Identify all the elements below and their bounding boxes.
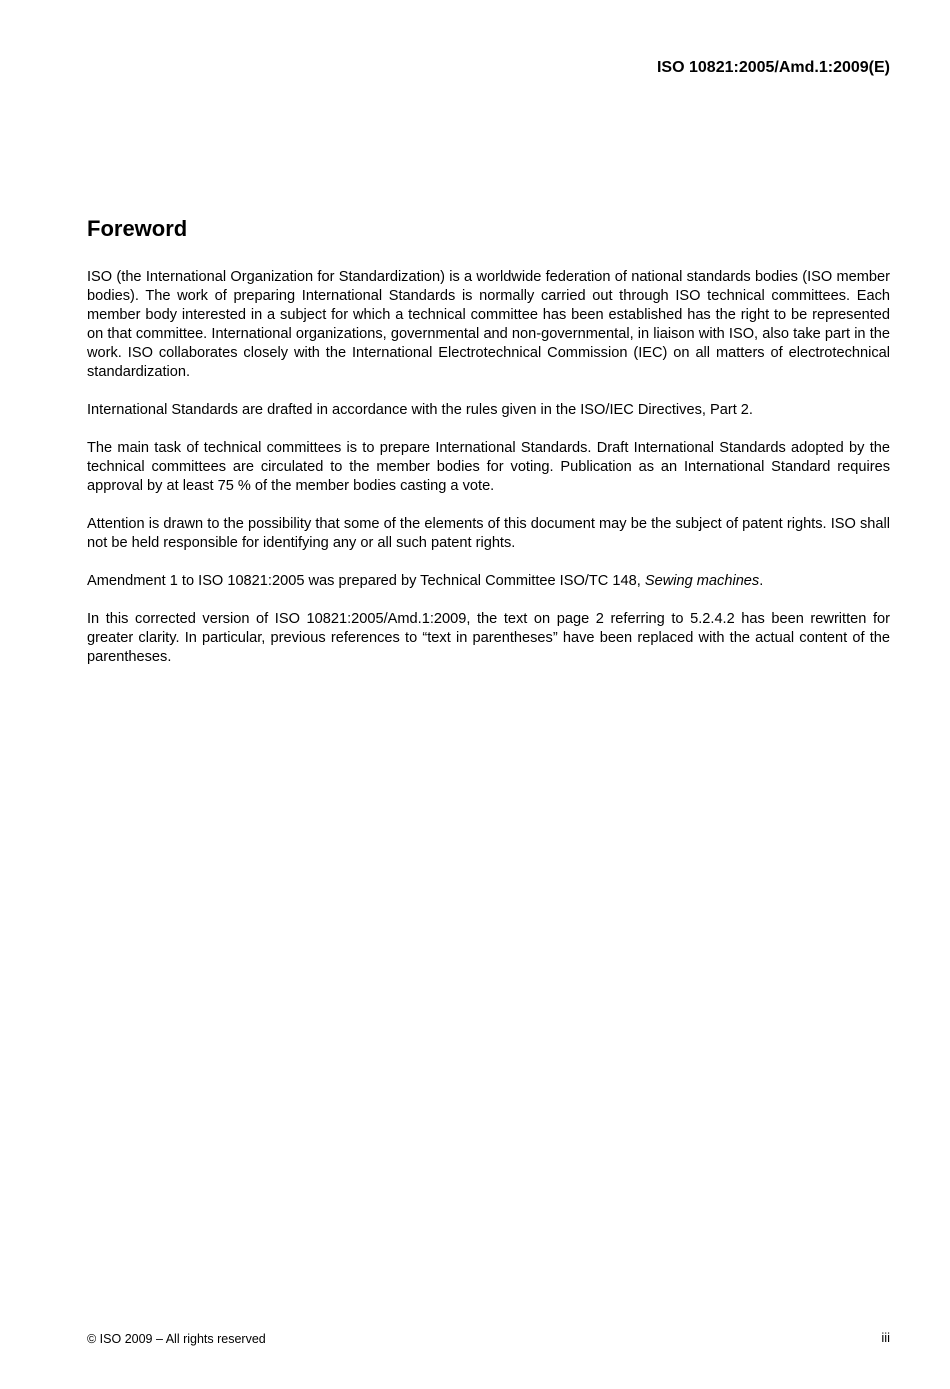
committee-title: Sewing machines [644,573,760,589]
page-number: iii [881,1330,890,1345]
copyright-notice: © ISO 2009 – All rights reserved [87,1332,266,1346]
paragraph-committee-task: The main task of technical committees is to prepare International Standards. Draft International Standards adopted by the technical committees are circulated to the member bodies for voting. Publication as an International Standard requires approval by at least 75 % of the member bodies casting a vote. [87,440,890,494]
paragraph-amendment [87,572,890,591]
foreword-body [87,268,890,686]
paragraph-correction-note: In this corrected version of ISO 10821:2005/Amd.1:2009, the text on page 2 referring to 5.2.4.2 has been rewritten for greater clarity. In particular, previous references to “text in parentheses” have been replaced with the actual content of the parentheses. [87,611,890,665]
document-id: ISO 10821:2005/Amd.1:2009(E) [656,59,890,76]
paragraph-directives: International Standards are drafted in accordance with the rules given in the ISO/IEC Directives, Part 2. [87,402,753,418]
paragraph-patent-rights: Attention is drawn to the possibility that some of the elements of this document may be the subject of patent rights. ISO shall not be held responsible for identifying any or all such patent rights. [87,516,890,551]
amendment-text-end: . [759,573,764,589]
amendment-text: Amendment 1 to ISO 10821:2005 was prepared by Technical Committee ISO/TC 148, [87,573,645,589]
paragraph-iso-overview: ISO (the International Organization for Standardization) is a worldwide federation of national standards bodies (ISO member bodies). The work of preparing International Standards is normally carried out through ISO technical committees. Each member body interested in a subject for which a technical committee has been established has the right to be represented on that committee. International organizations, governmental and non-governmental, in liaison with ISO, also take part in the work. ISO collaborates closely with the International Electrotechnical Commission (IEC) on all matters of electrotechnical standardization. [87,269,890,380]
page-title: Foreword [87,216,188,241]
